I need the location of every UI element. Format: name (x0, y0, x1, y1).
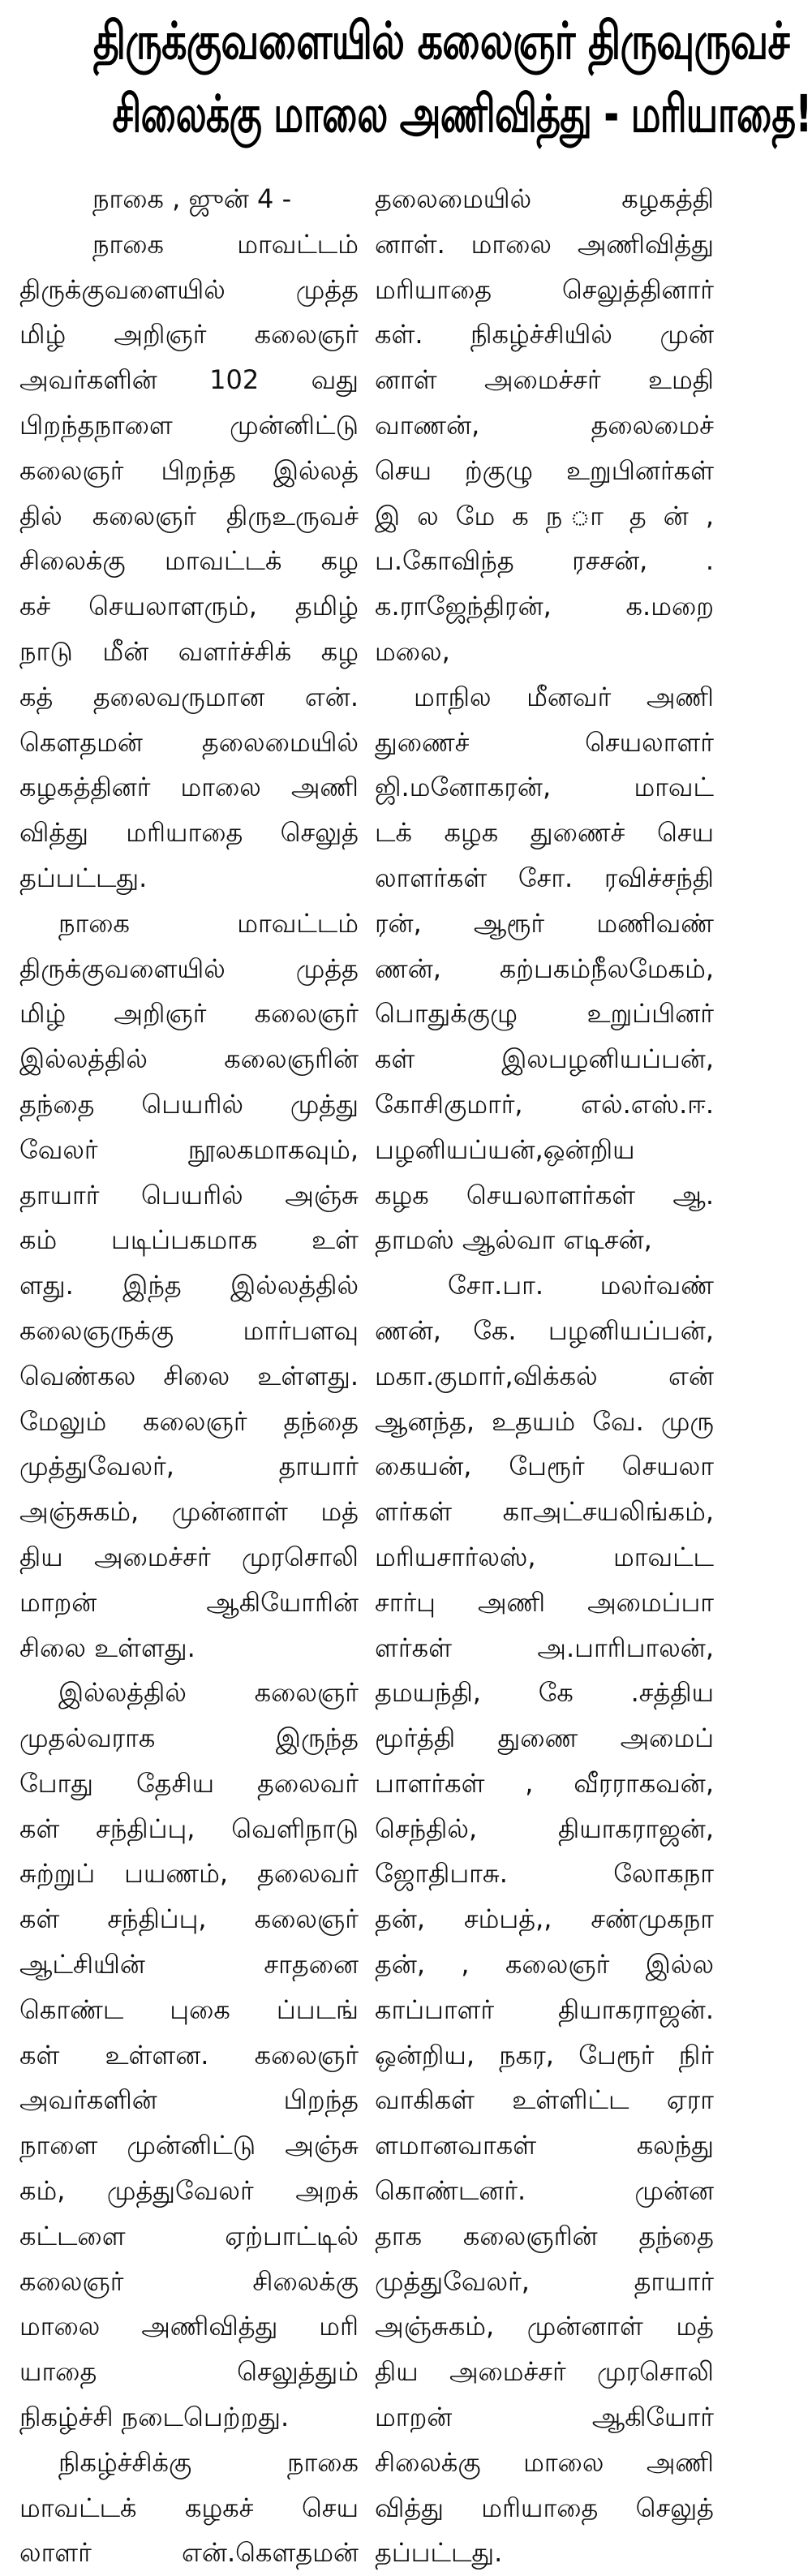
text-line: ஜோதிபாசு. லோகநா (375, 1858, 714, 1890)
text-line: கம், முத்துவேலர் அறக் (19, 2175, 359, 2207)
text-line: கழகத்தினர் மாலை அணி (19, 772, 359, 803)
text-line: கள் சந்திப்பு, கலைஞர் (19, 1903, 359, 1935)
text-line: ஜி.மனோகரன், மாவட் (375, 772, 714, 803)
text-line: வித்து மரியாதை செலுத் (19, 817, 359, 849)
text-line: ளர்கள் காஅட்சயலிங்கம், (375, 1496, 714, 1528)
text-line: மாறன் ஆகியோரின் (19, 1586, 359, 1618)
text-line: செந்தில், தியாகராஜன், (375, 1813, 714, 1844)
text-line: இல்லத்தில் கலைஞர் (58, 1677, 359, 1709)
text-line: கழக செயலாளர்கள் ஆ. (375, 1179, 714, 1211)
text-line: வித்து மரியாதை செலுத் (375, 2492, 714, 2523)
text-line: கள். நிகழ்ச்சியில் முன் (375, 319, 714, 350)
text-line: ளது. இந்த இல்லத்தில் (19, 1270, 359, 1301)
text-line: திருக்குவளையில் முத்த (19, 273, 359, 305)
text-line: னாள். மாலை அணிவித்து (375, 228, 714, 260)
text-line: கையன், பேரூர் செயலா (375, 1451, 714, 1482)
text-line: தாமஸ் ஆல்வா எடிசன், (375, 1224, 652, 1256)
text-line: இல்லத்தில் கலைஞரின் (19, 1043, 359, 1075)
text-line: நாகை மாவட்டம் (92, 228, 359, 260)
text-line: கள் உள்ளன. கலைஞர் (19, 2039, 359, 2071)
text-line: மாநில மீனவர் அணி (414, 681, 714, 712)
text-line: மாறன் ஆகியோர் (375, 2402, 714, 2433)
text-line: ஒன்றிய, நகர, பேரூர் நிர் (375, 2039, 714, 2071)
text-line: மலை, (375, 635, 450, 667)
text-line: கச் செயலாளரும், தமிழ் (19, 591, 359, 622)
text-line: தந்தை பெயரில் முத்து (19, 1088, 359, 1120)
text-line: சோ.பா. மலர்வண் (448, 1270, 714, 1301)
text-line: ளர்கள் அ.பாரிபாலன், (375, 1632, 714, 1663)
text-line: மேலும் கலைஞர் தந்தை (19, 1405, 359, 1437)
text-line: துணைச் செயலாளர் (375, 726, 714, 758)
text-line: லாளர் என்.கௌதமன் (19, 2537, 359, 2569)
text-line: திய அமைச்சர் முரசொலி (19, 1541, 359, 1572)
text-line: கோசிகுமார், எல்.எஸ்.ஈ. (375, 1088, 714, 1120)
text-line: தப்பட்டது. (19, 862, 148, 893)
text-line: மரியசார்லஸ், மாவட்ட (375, 1541, 714, 1572)
headline-line-1: திருக்குவளையில் கலைஞர் திருவுருவச் (92, 11, 789, 71)
text-line: மூர்த்தி துணை அமைப் (375, 1722, 714, 1754)
text-line: மாவட்டக் கழகச் செய (19, 2492, 359, 2523)
text-line: தில் கலைஞர் திருஉருவச் (19, 500, 359, 531)
text-line: ஆட்சியின் சாதனை (19, 1949, 359, 1980)
text-line: நாகை , ஜுன் 4 - (92, 183, 292, 214)
text-line: முத்துவேலர், தாயார் (375, 2265, 714, 2297)
text-line: தன், , கலைஞர் இல்ல (375, 1949, 714, 1980)
text-line: மகா.குமார்,விக்கல் என் (375, 1360, 714, 1391)
text-line: சிலை உள்ளது. (19, 1632, 195, 1663)
text-line: அஞ்சுகம், முன்னாள் மத் (19, 1496, 359, 1528)
text-line: முதல்வராக இருந்த (19, 1722, 359, 1754)
text-line: சார்பு அணி அமைப்பா (375, 1586, 714, 1618)
text-line: அஞ்சுகம், முன்னாள் மத் (375, 2311, 714, 2342)
text-line: வாணன், தலைமைச் (375, 409, 714, 441)
text-line: னாள் அமைச்சர் உமதி (375, 364, 714, 396)
article-column-right (375, 177, 714, 2576)
text-line: தமயந்தி, கே .சத்திய (375, 1677, 714, 1709)
text-line: இ ல மே க ந ா த ன் , (375, 500, 714, 531)
text-line: யாதை செலுத்தும் (19, 2356, 359, 2388)
text-line: முத்துவேலர், தாயார் (19, 1451, 359, 1482)
text-line: மிழ் அறிஞர் கலைஞர் (19, 998, 359, 1030)
text-line: ணன், கற்பகம்நீலமேகம், (375, 953, 714, 984)
text-line: திய அமைச்சர் முரசொலி (375, 2356, 714, 2388)
text-line: நிகழ்ச்சிக்கு நாகை (58, 2446, 359, 2478)
text-line: தாக கலைஞரின் தந்தை (375, 2220, 714, 2251)
text-line: பொதுக்குழு உறுப்பினர் (375, 998, 714, 1030)
text-line: பழனியப்யன்,ஒன்றிய (375, 1133, 635, 1165)
headline-line-2: சிலைக்கு மாலை அணிவித்து - மரியாதை! (112, 84, 812, 144)
text-line: கள் சந்திப்பு, வெளிநாடு (19, 1813, 359, 1844)
text-line: காப்பாளர் தியாகராஜன். (375, 1993, 714, 2025)
text-line: ஆனந்த, உதயம் வே. முரு (375, 1405, 714, 1437)
text-line: நிகழ்ச்சி நடைபெற்றது. (19, 2402, 290, 2433)
text-line: ப.கோவிந்த ரசசன், . (375, 545, 714, 577)
text-line: மாலை அணிவித்து மரி (19, 2311, 359, 2342)
text-line: ளமானவாகள் கலந்து (375, 2130, 714, 2161)
text-line: கள் இலபழனியப்பன், (375, 1043, 714, 1075)
text-line: போது தேசிய தலைவர் (19, 1767, 359, 1799)
text-line: கம் படிப்பகமாக உள் (19, 1224, 359, 1256)
text-line: தாயார் பெயரில் அஞ்சு (19, 1179, 359, 1211)
text-line: அவர்களின் பிறந்த (19, 2084, 359, 2116)
text-line: கொண்டனர். முன்ன (375, 2175, 714, 2207)
text-line: சிலைக்கு மாலை அணி (375, 2446, 714, 2478)
text-line: கலைஞர் பிறந்த இல்லத் (19, 454, 359, 486)
text-line: பிறந்தநாளை முன்னிட்டு (19, 409, 359, 441)
text-line: கத் தலைவருமான என். (19, 681, 359, 712)
text-line: சுற்றுப் பயணம், தலைவர் (19, 1858, 359, 1890)
text-line: டக் கழக துணைச் செய (375, 817, 714, 849)
text-line: நாகை மாவட்டம் (58, 907, 359, 939)
text-line: ணன், கே. பழனியப்பன், (375, 1314, 714, 1346)
text-line: மிழ் அறிஞர் கலைஞர் (19, 319, 359, 350)
text-line: கலைஞருக்கு மார்பளவு (19, 1314, 359, 1346)
headline (16, 5, 812, 151)
text-line: நாடு மீன் வளர்ச்சிக் கழ (19, 635, 359, 667)
text-line: வேலர் நூலகமாகவும், (19, 1133, 359, 1165)
text-line: லாளர்கள் சோ. ரவிச்சந்தி (375, 862, 714, 893)
text-line: அவர்களின் 102 வது (19, 364, 359, 396)
text-line: வெண்கல சிலை உள்ளது. (19, 1360, 359, 1391)
text-line: கலைஞர் சிலைக்கு (19, 2265, 359, 2297)
text-line: தலைமையில் கழகத்தி (375, 183, 714, 214)
text-line: பாளர்கள் , வீரராகவன், (375, 1767, 714, 1799)
text-line: க.ராஜேந்திரன், க.மறை (375, 591, 714, 622)
text-line: நாளை முன்னிட்டு அஞ்சு (19, 2130, 359, 2161)
text-line: திருக்குவளையில் முத்த (19, 953, 359, 984)
text-line: கௌதமன் தலைமையில் (19, 726, 359, 758)
article-column-left (19, 177, 359, 2576)
text-line: சிலைக்கு மாவட்டக் கழ (19, 545, 359, 577)
text-line: கட்டளை ஏற்பாட்டில் (19, 2220, 359, 2251)
text-line: தப்பட்டது. (375, 2537, 503, 2569)
text-line: வாகிகள் உள்ளிட்ட ஏரா (375, 2084, 714, 2116)
text-line: ரன், ஆரூர் மணிவண் (375, 907, 714, 939)
text-line: தன், சம்பத்,, சண்முகநா (375, 1903, 714, 1935)
text-line: கொண்ட புகை ப்படங் (19, 1993, 359, 2025)
text-line: மரியாதை செலுத்தினார் (375, 273, 714, 305)
text-line: செய ற்குழு உறுபினர்கள் (375, 454, 714, 486)
